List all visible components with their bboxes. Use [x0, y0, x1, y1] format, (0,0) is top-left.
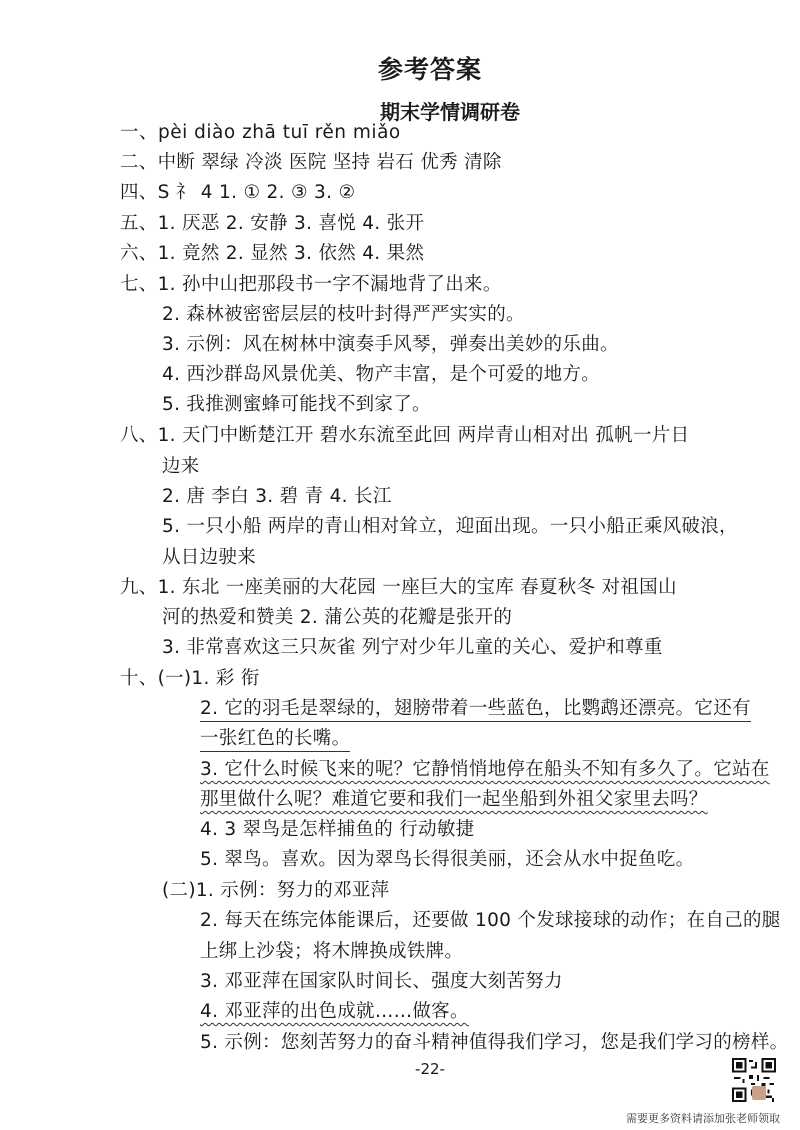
answer-line-text: 4. 西沙群岛风景优美、物产丰富，是个可爱的地方。 — [162, 364, 601, 385]
answer-line-text: 5. 我推测蜜蜂可能找不到家了。 — [162, 394, 431, 415]
answer-line-text: 一、pèi diào zhā tuī rěn miǎo — [120, 122, 401, 143]
answer-line — [120, 576, 677, 600]
answer-line-text: 上绑上沙袋；将木牌换成铁牌。 — [200, 941, 464, 962]
answer-line-text: 3. 邓亚萍在国家队时间长、强度大刻苦努力 — [200, 971, 563, 992]
answer-line-text: 3. 示例：风在树林中演奏手风琴，弹奏出美妙的乐曲。 — [162, 334, 619, 355]
answer-line — [200, 1000, 469, 1024]
answer-line-text: 3. 非常喜欢这三只灰雀 列宁对少年儿童的关心、爱护和尊重 — [162, 637, 663, 658]
answer-line-text: 边来 — [162, 456, 200, 477]
page-number: -22- — [415, 1060, 445, 1078]
answer-line — [162, 606, 512, 630]
answer-line — [162, 303, 525, 327]
answer-line — [162, 363, 600, 387]
answer-line-text: 4. 邓亚萍的出色成就……做客。 — [200, 1001, 469, 1022]
answer-line-text: 一张红色的长嘴。 — [200, 728, 350, 752]
answer-line — [200, 940, 463, 964]
answer-line-text: 那里做什么呢？难道它要和我们一起坐船到外祖父家里去吗？ — [200, 789, 708, 810]
answer-line — [120, 181, 355, 205]
answer-line-text: 2. 唐 李白 3. 碧 青 4. 长江 — [162, 486, 392, 507]
answer-line — [120, 151, 502, 175]
answer-line-text: 5. 翠鸟。喜欢。因为翠鸟长得很美丽，还会从水中捉鱼吃。 — [200, 849, 695, 870]
answer-line-text: 十、(一)1. 彩 衔 — [120, 668, 260, 689]
answer-line — [120, 242, 424, 266]
answer-line-text: 四、S 礻 4 1. ① 2. ③ 3. ② — [120, 182, 356, 203]
answer-line — [162, 515, 738, 539]
answer-line-text: 九、1. 东北 一座美丽的大花园 一座巨大的宝库 春夏秋冬 对祖国山 — [120, 577, 677, 598]
avatar — [752, 1086, 766, 1100]
answer-line-text: 5. 一只小船 两岸的青山相对耸立，迎面出现。一只小船正乘风破浪， — [162, 516, 738, 537]
answer-line — [120, 212, 424, 236]
answer-line — [200, 818, 474, 842]
answer-line-text: 从日边驶来 — [162, 547, 257, 568]
answer-line — [200, 909, 781, 933]
page-subtitle: 期末学情调研卷 — [380, 100, 520, 124]
answer-line — [162, 636, 663, 660]
answer-line-text: 2. 森林被密密层层的枝叶封得严严实实的。 — [162, 304, 525, 325]
answer-line — [120, 273, 502, 297]
answer-line-text: 七、1. 孙中山把那段书一字不漏地背了出来。 — [120, 274, 502, 295]
page-title: 参考答案 — [377, 55, 482, 84]
answer-line-text: 2. 每天在练完体能课后，还要做 100 个发球接球的动作；在自己的腿 — [200, 910, 781, 931]
answer-line-text: 2. 它的羽毛是翠绿的，翅膀带着一些蓝色，比鹦鹉还漂亮。它还有 — [200, 698, 751, 722]
answer-line-text: (二)1. 示例：努力的邓亚萍 — [162, 880, 390, 901]
answer-line — [162, 393, 431, 417]
answer-line — [200, 758, 770, 782]
answer-line — [120, 667, 260, 691]
answer-line-text: 4. 3 翠鸟是怎样捕鱼的 行动敏捷 — [200, 819, 475, 840]
answer-line — [200, 727, 350, 751]
answer-line — [200, 848, 694, 872]
answer-line — [200, 788, 708, 812]
answer-line — [120, 121, 401, 145]
footer-note: 需要更多资料请添加张老师领取 — [626, 1112, 780, 1125]
answer-line — [162, 333, 619, 357]
answer-line-text: 六、1. 竟然 2. 显然 3. 依然 4. 果然 — [120, 243, 425, 264]
answer-line — [162, 546, 256, 570]
answer-line-text: 3. 它什么时候飞来的呢？它静悄悄地停在船头不知有多久了。它站在 — [200, 759, 770, 780]
answer-line-text: 河的热爱和赞美 2. 蒲公英的花瓣是张开的 — [162, 607, 513, 628]
answer-line — [162, 485, 392, 509]
answer-line — [200, 970, 563, 994]
answer-line-text: 五、1. 厌恶 2. 安静 3. 喜悦 4. 张开 — [120, 213, 425, 234]
answer-line — [200, 697, 751, 721]
answer-line-text: 5. 示例：您刻苦努力的奋斗精神值得我们学习，您是我们学习的榜样。 — [200, 1032, 789, 1053]
answer-line-text: 二、中断 翠绿 冷淡 医院 坚持 岩石 优秀 清除 — [120, 152, 502, 173]
answer-line — [162, 455, 200, 479]
answer-line — [120, 424, 689, 448]
answer-line — [200, 1031, 788, 1055]
answer-line — [162, 879, 389, 903]
answer-line-text: 八、1. 天门中断楚江开 碧水东流至此回 两岸青山相对出 孤帆一片日 — [120, 425, 690, 446]
